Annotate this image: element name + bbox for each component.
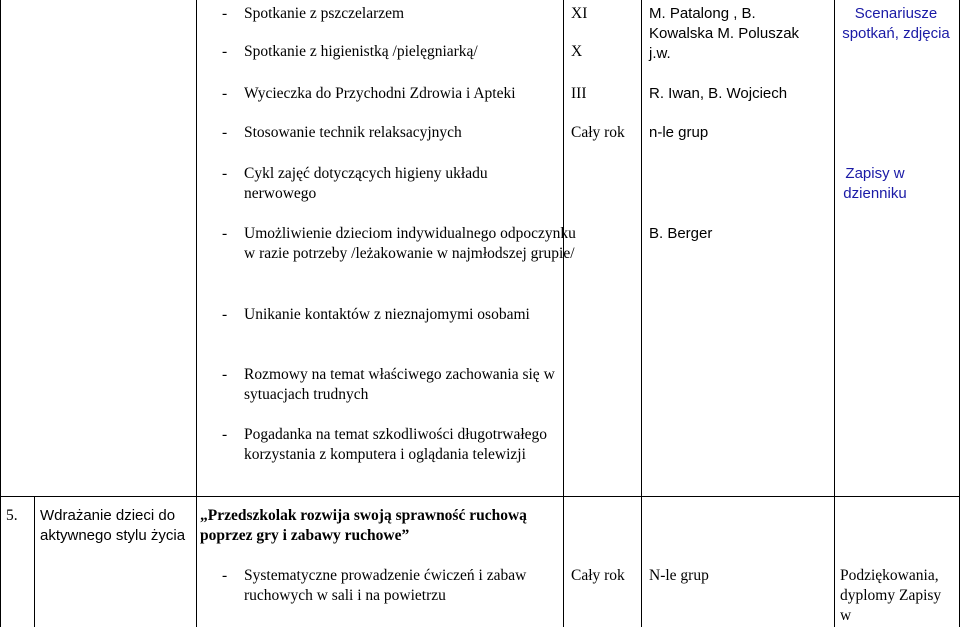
activity-text: Spotkanie z pszczelarzem bbox=[244, 5, 405, 22]
section-goal: Wdrażanie dzieci do aktywnego stylu życia bbox=[40, 507, 186, 544]
dash-marker: - bbox=[222, 165, 228, 182]
dash-marker: - bbox=[222, 85, 228, 102]
term-cell: X bbox=[571, 43, 583, 60]
row-divider-section5 bbox=[0, 496, 960, 497]
dash-marker: - bbox=[222, 306, 228, 323]
program-title: „Przedszkolak rozwija swoją sprawność ruchową poprzez gry i zabawy ruchowe” bbox=[200, 507, 527, 544]
activity-text: Spotkanie z higienistką /pielęgniarką/ bbox=[244, 43, 478, 60]
column-divider-4 bbox=[641, 0, 642, 627]
activity-text: Cykl zajęć dotyczących higieny układu nerwowego bbox=[244, 165, 488, 202]
evaluation-cell: Podziękowania, dyplomy Zapisy w bbox=[840, 567, 942, 624]
term-cell: Cały rok bbox=[571, 124, 625, 141]
dash-marker: - bbox=[222, 124, 228, 141]
responsible-cell: M. Patalong , B. Kowalska M. Poluszak j.w. bbox=[649, 5, 800, 62]
dash-marker: - bbox=[222, 567, 228, 584]
list-item bbox=[222, 4, 579, 24]
responsible-cell: R. Iwan, B. Wojciech bbox=[649, 85, 788, 102]
list-item bbox=[222, 224, 579, 264]
activity-text: Unikanie kontaktów z nieznajomymi osobami bbox=[244, 306, 530, 323]
section-number: 5. bbox=[6, 507, 18, 524]
activity-text: Stosowanie technik relaksacyjnych bbox=[244, 124, 462, 141]
dash-marker: - bbox=[222, 5, 228, 22]
activity-text: Wycieczka do Przychodni Zdrowia i Apteki bbox=[244, 85, 516, 102]
term-cell: XI bbox=[571, 5, 588, 22]
table-left-border bbox=[0, 0, 1, 627]
evaluation-cell: Zapisy w dzienniku bbox=[843, 165, 907, 202]
column-divider-2 bbox=[196, 0, 197, 627]
activity-text: Umożliwienie dzieciom indywidualnego odpoczynku w razie potrzeby /leżakowanie w najmłodszej grupie/ bbox=[244, 225, 576, 262]
responsible-cell: n-le grup bbox=[649, 124, 709, 141]
activity-text: Systematyczne prowadzenie ćwiczeń i zabaw ruchowych w sali i na powietrzu bbox=[244, 567, 527, 604]
list-item bbox=[222, 164, 559, 204]
list-item bbox=[222, 425, 564, 465]
list-item bbox=[222, 365, 589, 405]
list-item bbox=[222, 566, 564, 606]
dash-marker: - bbox=[222, 426, 228, 443]
list-item bbox=[222, 42, 579, 62]
activity-text: Rozmowy na temat właściwego zachowania się w sytuacjach trudnych bbox=[244, 366, 555, 403]
term-cell: Cały rok bbox=[571, 567, 625, 584]
dash-marker: - bbox=[222, 366, 228, 383]
list-item bbox=[222, 305, 564, 325]
term-cell: III bbox=[571, 85, 587, 102]
evaluation-cell: Scenariusze spotkań, zdjęcia bbox=[842, 5, 950, 42]
responsible-cell: B. Berger bbox=[649, 225, 713, 242]
column-divider-5 bbox=[834, 0, 835, 627]
list-item bbox=[222, 84, 579, 104]
activity-text: Pogadanka na temat szkodliwości długotrwałego korzystania z komputera i oglądania telewizji bbox=[244, 426, 548, 463]
responsible-cell: N-le grup bbox=[649, 567, 709, 584]
dash-marker: - bbox=[222, 43, 228, 60]
list-item bbox=[222, 123, 579, 143]
column-divider-1 bbox=[34, 496, 35, 627]
dash-marker: - bbox=[222, 225, 228, 242]
